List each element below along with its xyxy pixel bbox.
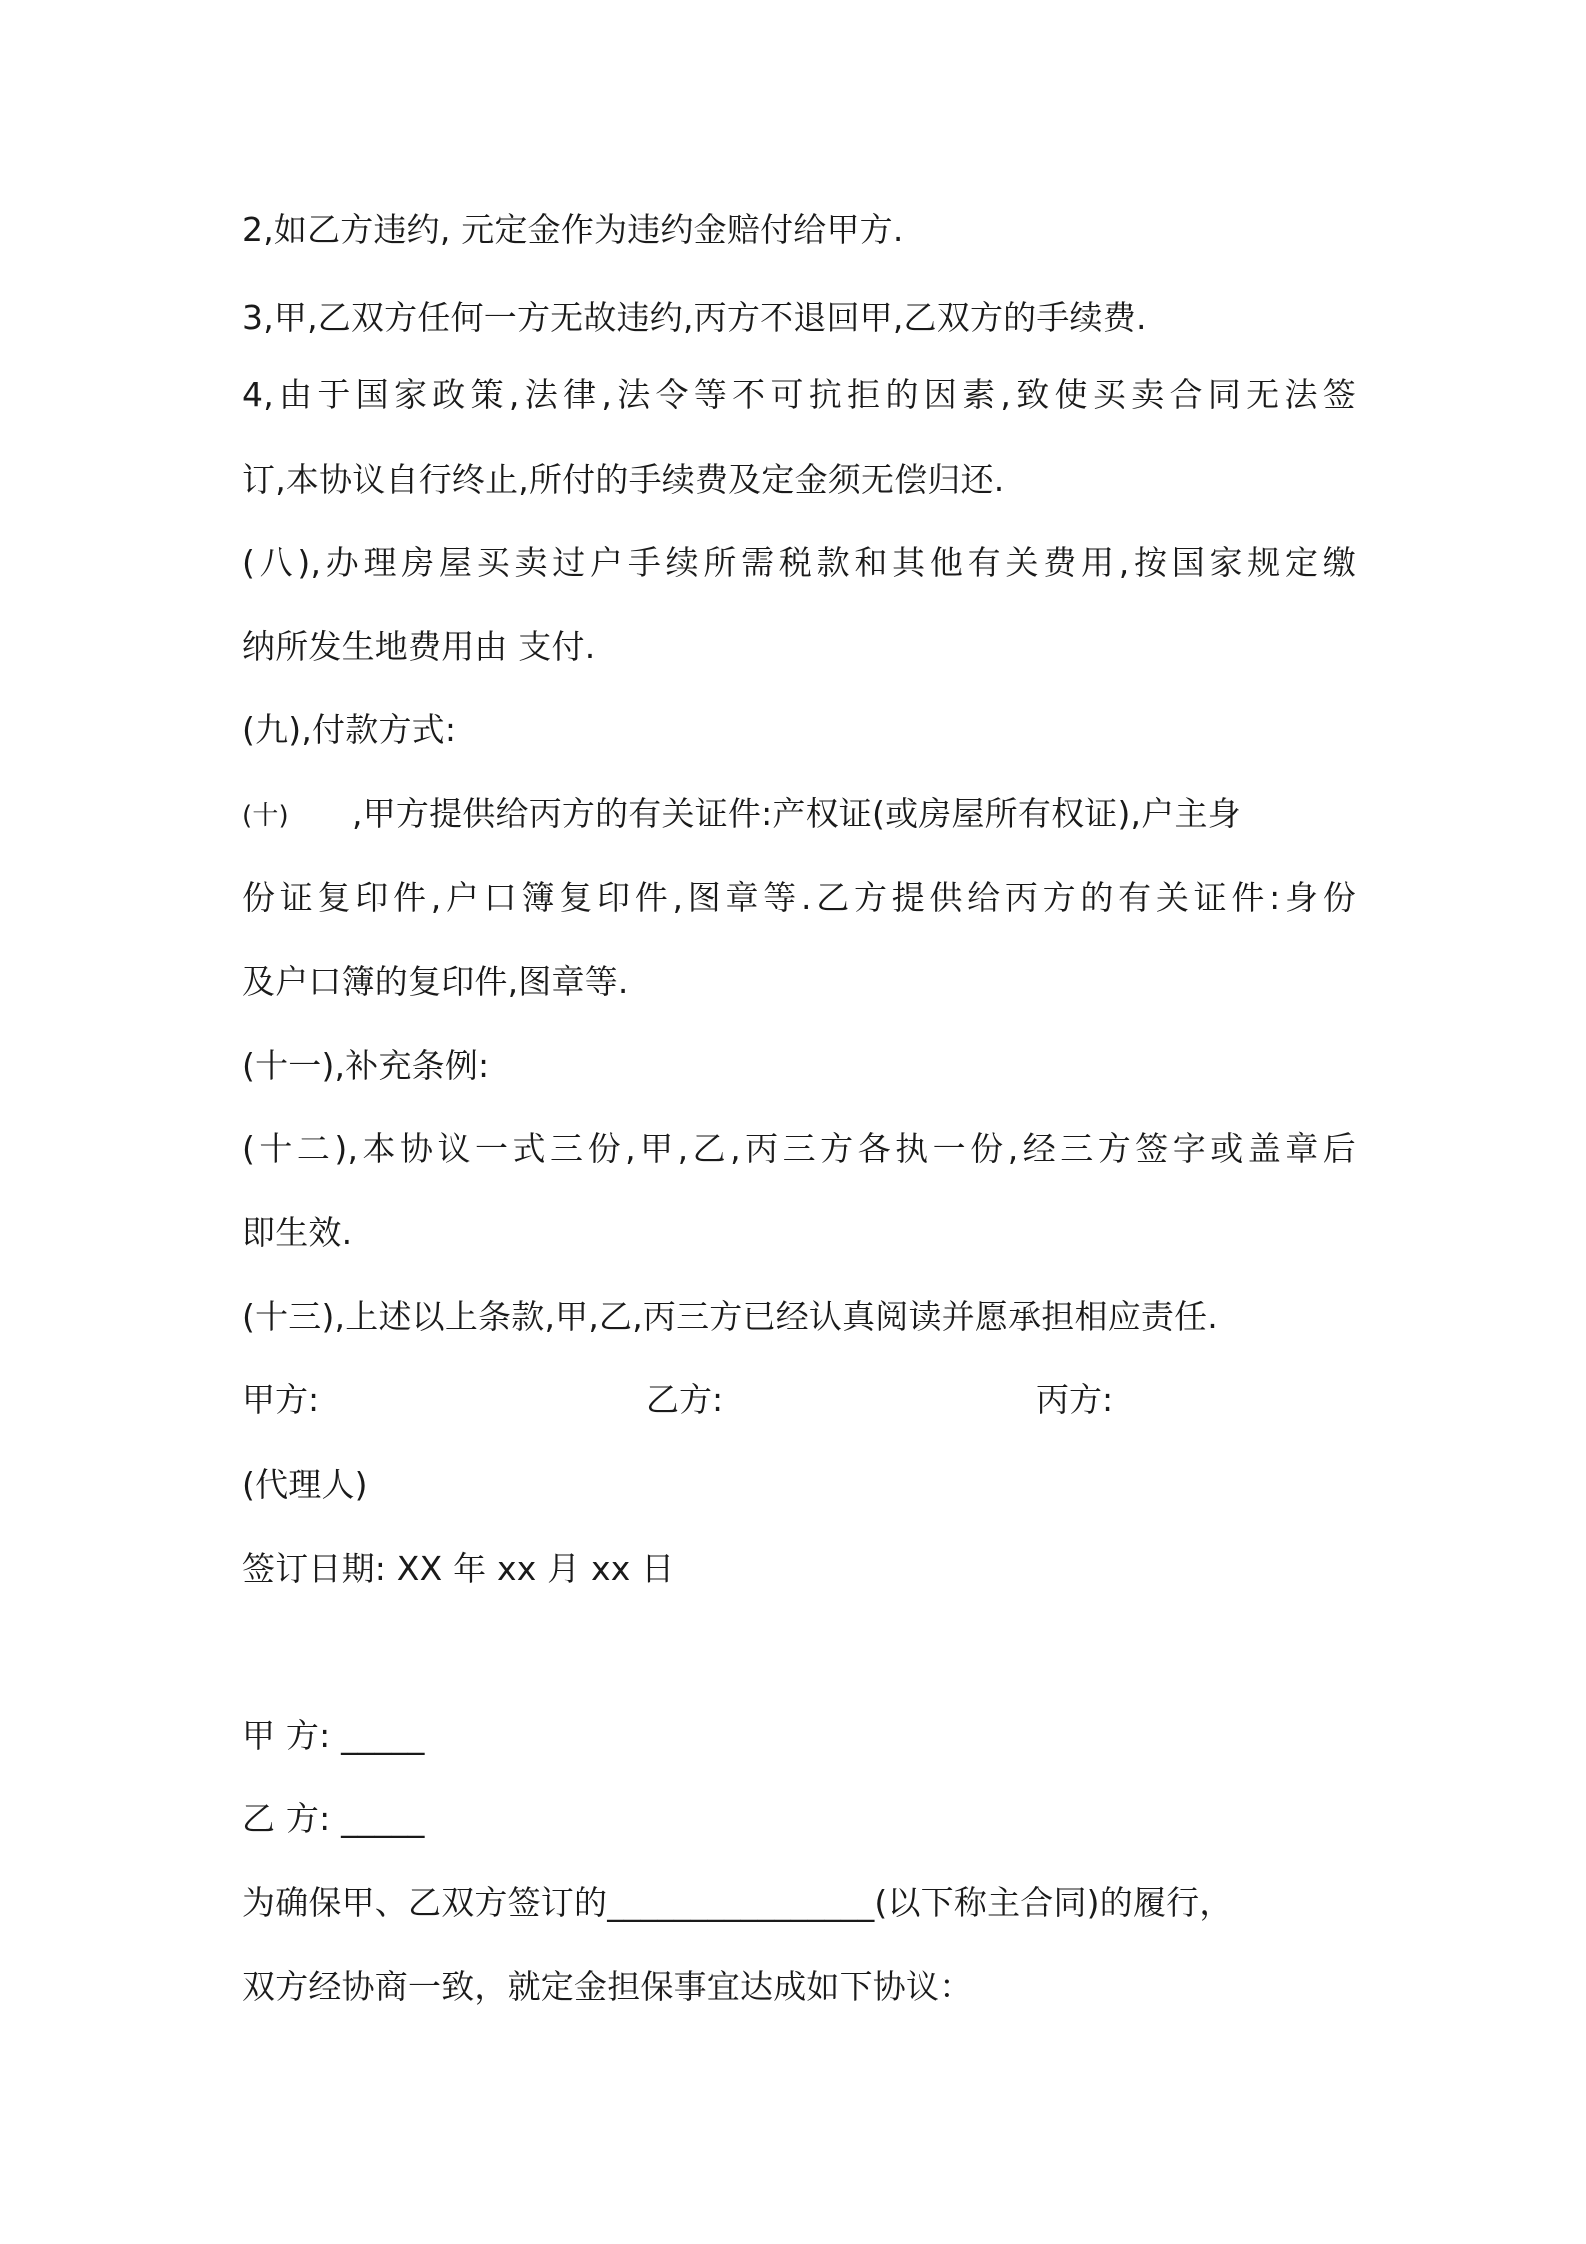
party-a-signature: 甲方: xyxy=(242,1380,320,1419)
clause-line xyxy=(242,792,1241,838)
signature-row xyxy=(242,1378,1356,1422)
clause-line: 订,本协议自行终止,所付的手续费及定金须无偿归还. xyxy=(242,460,1005,499)
intro-line: 双方经协商一致，就定金担保事宜达成如下协议： xyxy=(242,1967,973,2006)
clause-text: ,甲方提供给丙方的有关证件:产权证(或房屋所有权证),户主身 xyxy=(352,794,1241,833)
sign-date: 签订日期: XX 年 xx 月 xx 日 xyxy=(242,1549,675,1588)
party-b-signature: 乙方: xyxy=(646,1380,724,1419)
party-c-signature: 丙方: xyxy=(1036,1380,1114,1419)
clause-line: 3,甲,乙双方任何一方无故违约,丙方不退回甲,乙双方的手续费. xyxy=(242,298,1147,337)
party-b-line: 乙 方: _____ xyxy=(242,1799,425,1838)
clause-line: (九),付款方式: xyxy=(242,710,457,749)
clause-line: 份证复印件,户口簿复印件,图章等.乙方提供给丙方的有关证件:身份 xyxy=(242,878,1356,917)
clause-number: (十) xyxy=(242,801,289,831)
clause-line: 2,如乙方违约, 元定金作为违约金赔付给甲方. xyxy=(242,210,904,249)
intro-line: 为确保甲、乙双方签订的________________(以下称主合同)的履行， xyxy=(242,1883,1233,1922)
agent-label: (代理人) xyxy=(242,1465,368,1504)
clause-line: 纳所发生地费用由 支付. xyxy=(242,627,596,666)
clause-line: (十一),补充条例: xyxy=(242,1046,490,1085)
clause-line: 及户口簿的复印件,图章等. xyxy=(242,962,629,1001)
party-a-line: 甲 方: _____ xyxy=(242,1716,425,1755)
clause-line: 4,由于国家政策,法律,法令等不可抗拒的因素,致使买卖合同无法签 xyxy=(242,375,1356,414)
clause-line: (八),办理房屋买卖过户手续所需税款和其他有关费用,按国家规定缴 xyxy=(242,543,1356,582)
clause-line: 即生效. xyxy=(242,1213,353,1252)
clause-line: (十二),本协议一式三份,甲,乙,丙三方各执一份,经三方签字或盖章后 xyxy=(242,1129,1356,1168)
clause-line: (十三),上述以上条款,甲,乙,丙三方已经认真阅读并愿承担相应责任. xyxy=(242,1297,1218,1336)
